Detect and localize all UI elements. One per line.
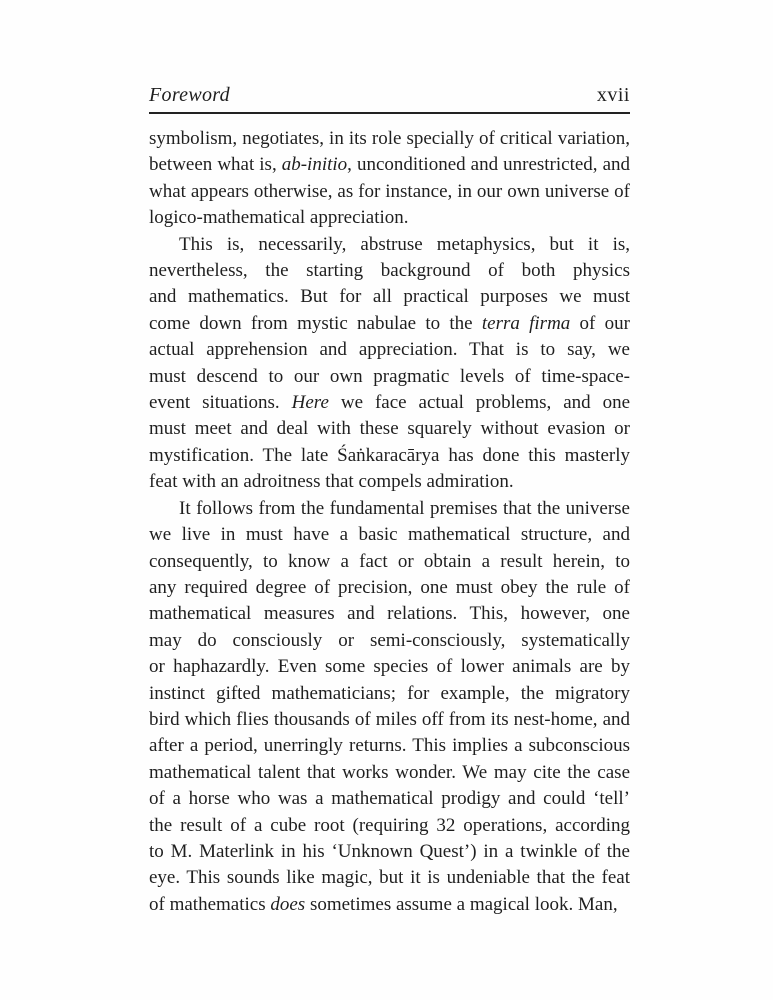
text-segment: eye. This sounds like magic, but it is undeniable that the feat — [149, 867, 630, 889]
text-line — [149, 232, 630, 258]
text-segment: what appears otherwise, as for instance, in our own universe of — [149, 180, 630, 202]
text-segment: mathematical measures and relations. This, however, one — [149, 603, 630, 625]
text-segment: It follows from the fundamental premises that the universe — [179, 497, 630, 519]
text-line — [149, 258, 630, 284]
text-line — [149, 733, 630, 759]
text-segment: symbolism, negotiates, in its role specially of critical variation, — [149, 128, 630, 149]
text-segment: feat with an adroitness that compels admiration. — [149, 471, 514, 493]
text-line — [149, 284, 630, 310]
text-segment: we face actual problems, and one — [328, 392, 631, 414]
text-line — [149, 205, 630, 231]
text-segment: may do consciously or semi-consciously, systematically — [149, 629, 630, 651]
text-segment: nevertheless, the starting background of both physics — [149, 260, 630, 282]
text-line — [149, 654, 630, 680]
italic-text: Here — [291, 392, 329, 414]
text-segment: we live in must have a basic mathematical structure, and — [149, 524, 630, 546]
text-segment: must descend to our own pragmatic levels of time-space- — [149, 365, 630, 387]
text-segment: come down from mystic nabulae to the — [149, 312, 482, 334]
paragraph — [149, 496, 630, 919]
text-segment: logico-mathematical appreciation. — [149, 207, 409, 229]
text-segment: of mathematics — [149, 893, 271, 915]
italic-text: ab-initio — [281, 154, 348, 176]
text-segment: event situations. — [149, 392, 292, 414]
text-line — [149, 337, 630, 363]
text-segment: or haphazardly. Even some species of lower animals are by — [149, 656, 630, 678]
text-line — [149, 364, 630, 390]
text-column — [149, 84, 630, 918]
italic-text: does — [270, 893, 306, 915]
running-title: Foreword — [149, 84, 230, 106]
text-line — [149, 786, 630, 812]
text-segment: after a period, unerringly returns. This implies a subconscious — [149, 735, 630, 757]
text-segment: to M. Materlink in his ‘Unknown Quest’) in a twinkle of the — [149, 840, 630, 862]
text-segment: consequently, to know a fact or obtain a result herein, to — [149, 550, 630, 572]
paragraph — [149, 126, 630, 232]
italic-text: terra firma — [481, 312, 571, 334]
text-segment: mystification. The late Śaṅkaracārya has done this masterly — [149, 444, 630, 466]
text-line — [149, 416, 630, 442]
text-line — [149, 628, 630, 654]
text-line — [149, 601, 630, 627]
text-segment: instinct gifted mathematicians; for example, the migratory — [149, 682, 630, 704]
text-line — [149, 813, 630, 839]
text-segment: This is, necessarily, abstruse metaphysics, but it is, — [179, 233, 630, 255]
text-line — [149, 443, 630, 469]
text-segment: bird which flies thousands of miles off from its nest-home, and — [149, 708, 630, 730]
text-line — [149, 865, 630, 891]
text-line — [149, 522, 630, 548]
text-segment: mathematical talent that works wonder. We may cite the case — [149, 761, 630, 783]
text-line — [149, 179, 630, 205]
text-line — [149, 469, 630, 495]
text-segment: must meet and deal with these squarely without evasion or — [149, 418, 630, 440]
page-number: xvii — [596, 84, 630, 106]
text-line — [149, 760, 630, 786]
text-segment: any required degree of precision, one must obey the rule of — [149, 576, 630, 598]
text-line — [149, 892, 630, 918]
text-line — [149, 681, 630, 707]
paragraph — [149, 232, 630, 496]
text-segment: , unconditioned and unrestricted, and — [347, 154, 630, 176]
text-segment: of a horse who was a mathematical prodigy and could ‘tell’ — [149, 788, 630, 810]
text-line — [149, 549, 630, 575]
text-segment: of our — [570, 312, 630, 334]
text-line — [149, 839, 630, 865]
text-segment: actual apprehension and appreciation. That is to say, we — [149, 339, 630, 361]
text-line — [149, 496, 630, 522]
text-line — [149, 152, 630, 178]
text-line — [149, 707, 630, 733]
text-line — [149, 311, 630, 337]
text-segment: between what is, — [149, 154, 282, 176]
text-line — [149, 390, 630, 416]
page-body — [149, 126, 630, 918]
page-header — [149, 84, 630, 114]
text-segment: the result of a cube root (requiring 32 operations, according — [149, 814, 630, 836]
text-line — [149, 126, 630, 152]
text-line — [149, 575, 630, 601]
text-segment: and mathematics. But for all practical purposes we must — [149, 286, 630, 308]
text-segment: sometimes assume a magical look. Man, — [305, 893, 618, 915]
